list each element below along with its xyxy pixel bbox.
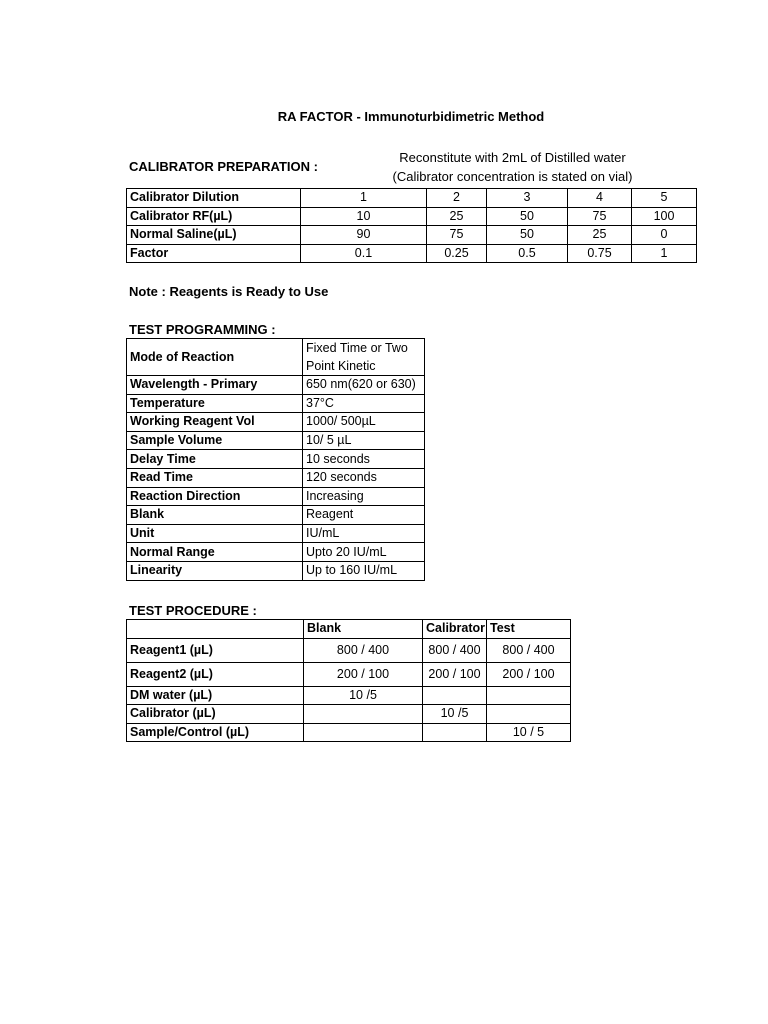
table-cell bbox=[487, 686, 571, 705]
row-label: Reagent1 (µL) bbox=[127, 638, 304, 662]
table-row bbox=[127, 662, 571, 686]
table-cell: 0.25 bbox=[427, 244, 487, 263]
table-cell: 100 bbox=[632, 207, 697, 226]
table-row bbox=[127, 487, 425, 506]
table-row bbox=[127, 686, 571, 705]
table-cell: 800 / 400 bbox=[487, 638, 571, 662]
column-header bbox=[127, 620, 304, 639]
table-row bbox=[127, 431, 425, 450]
row-value: Fixed Time or Two Point Kinetic bbox=[303, 339, 425, 376]
row-label: Calibrator (µL) bbox=[127, 705, 304, 724]
row-label: Reaction Direction bbox=[127, 487, 303, 506]
table-row bbox=[127, 543, 425, 562]
table-cell bbox=[487, 705, 571, 724]
table-cell: 5 bbox=[632, 189, 697, 208]
row-label: Sample Volume bbox=[127, 431, 303, 450]
table-cell: 0.5 bbox=[487, 244, 568, 263]
table-cell: 10 bbox=[301, 207, 427, 226]
row-value: 120 seconds bbox=[303, 468, 425, 487]
table-cell: 0 bbox=[632, 226, 697, 245]
row-value: Increasing bbox=[303, 487, 425, 506]
row-label: Linearity bbox=[127, 561, 303, 580]
table-cell: 200 / 100 bbox=[304, 662, 423, 686]
table-row bbox=[127, 394, 425, 413]
row-label: Sample/Control (µL) bbox=[127, 723, 304, 742]
row-label: Read Time bbox=[127, 468, 303, 487]
row-value: IU/mL bbox=[303, 524, 425, 543]
row-value: Upto 20 IU/mL bbox=[303, 543, 425, 562]
table-cell: 0.1 bbox=[301, 244, 427, 263]
table-cell: 50 bbox=[487, 226, 568, 245]
procedure-table bbox=[126, 619, 571, 742]
table-cell: 25 bbox=[427, 207, 487, 226]
table-cell: 10 /5 bbox=[423, 705, 487, 724]
table-cell: 0.75 bbox=[568, 244, 632, 263]
procedure-heading: TEST PROCEDURE : bbox=[129, 603, 257, 618]
row-label: Factor bbox=[127, 244, 301, 263]
row-label: Unit bbox=[127, 524, 303, 543]
row-label: DM water (µL) bbox=[127, 686, 304, 705]
table-row bbox=[127, 705, 571, 724]
table-row bbox=[127, 561, 425, 580]
row-label: Calibrator Dilution bbox=[127, 189, 301, 208]
table-row bbox=[127, 339, 425, 376]
row-value: 1000/ 500µL bbox=[303, 413, 425, 432]
table-cell: 200 / 100 bbox=[487, 662, 571, 686]
table-cell: 200 / 100 bbox=[423, 662, 487, 686]
table-cell: 800 / 400 bbox=[423, 638, 487, 662]
table-cell: 1 bbox=[301, 189, 427, 208]
calibrator-table bbox=[126, 188, 697, 263]
row-label: Wavelength - Primary bbox=[127, 376, 303, 395]
table-row bbox=[127, 723, 571, 742]
column-header: Calibrator bbox=[423, 620, 487, 639]
table-cell bbox=[423, 686, 487, 705]
table-cell: 800 / 400 bbox=[304, 638, 423, 662]
row-label: Calibrator RF(µL) bbox=[127, 207, 301, 226]
row-value: 10 seconds bbox=[303, 450, 425, 469]
column-header: Test bbox=[487, 620, 571, 639]
table-row bbox=[127, 244, 697, 263]
row-value: Reagent bbox=[303, 506, 425, 525]
table-cell: 2 bbox=[427, 189, 487, 208]
table-cell: 25 bbox=[568, 226, 632, 245]
table-row bbox=[127, 468, 425, 487]
table-row bbox=[127, 189, 697, 208]
row-label: Blank bbox=[127, 506, 303, 525]
row-label: Normal Saline(µL) bbox=[127, 226, 301, 245]
table-row bbox=[127, 638, 571, 662]
column-header: Blank bbox=[304, 620, 423, 639]
table-cell: 10 /5 bbox=[304, 686, 423, 705]
table-cell: 50 bbox=[487, 207, 568, 226]
row-label: Working Reagent Vol bbox=[127, 413, 303, 432]
table-cell: 75 bbox=[568, 207, 632, 226]
table-row bbox=[127, 207, 697, 226]
table-cell bbox=[423, 723, 487, 742]
table-cell: 1 bbox=[632, 244, 697, 263]
table-row bbox=[127, 524, 425, 543]
page-title: RA FACTOR - Immunoturbidimetric Method bbox=[277, 109, 545, 124]
table-cell: 90 bbox=[301, 226, 427, 245]
row-label: Reagent2 (µL) bbox=[127, 662, 304, 686]
programming-heading: TEST PROGRAMMING : bbox=[129, 322, 276, 337]
table-cell: 10 / 5 bbox=[487, 723, 571, 742]
table-row bbox=[127, 506, 425, 525]
table-cell bbox=[304, 705, 423, 724]
table-row bbox=[127, 226, 697, 245]
calibrator-heading: CALIBRATOR PREPARATION : bbox=[129, 159, 318, 174]
table-row bbox=[127, 376, 425, 395]
row-label: Temperature bbox=[127, 394, 303, 413]
row-label: Normal Range bbox=[127, 543, 303, 562]
row-value: Up to 160 IU/mL bbox=[303, 561, 425, 580]
row-label: Mode of Reaction bbox=[127, 339, 303, 376]
table-cell: 4 bbox=[568, 189, 632, 208]
reconstitute-line-1: Reconstitute with 2mL of Distilled water bbox=[399, 150, 626, 165]
reconstitute-line-2: (Calibrator concentration is stated on vial) bbox=[392, 169, 633, 184]
table-cell: 75 bbox=[427, 226, 487, 245]
table-row bbox=[127, 450, 425, 469]
table-row bbox=[127, 413, 425, 432]
row-value: 37°C bbox=[303, 394, 425, 413]
table-cell bbox=[304, 723, 423, 742]
row-value: 10/ 5 µL bbox=[303, 431, 425, 450]
row-label: Delay Time bbox=[127, 450, 303, 469]
reconstitute-note bbox=[360, 148, 665, 186]
programming-table bbox=[126, 338, 425, 581]
reagent-note: Note : Reagents is Ready to Use bbox=[129, 284, 329, 299]
row-value: 650 nm(620 or 630) bbox=[303, 376, 425, 395]
table-header-row bbox=[127, 620, 571, 639]
table-cell: 3 bbox=[487, 189, 568, 208]
